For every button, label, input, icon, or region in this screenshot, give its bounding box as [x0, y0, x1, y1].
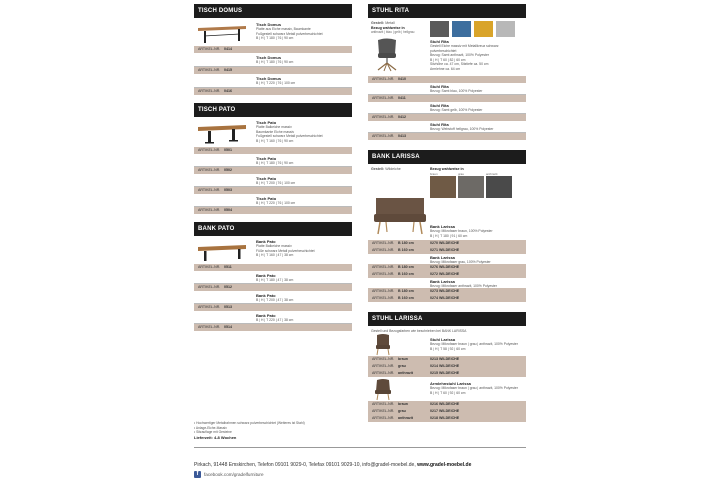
article-color: anthrazit	[398, 371, 413, 375]
footnotes	[194, 421, 352, 440]
product-desc: Platte Balkeiche massiv	[256, 125, 292, 129]
product-desc: Fußgestell schwarz Metall pulverbeschichtet	[256, 134, 323, 139]
chair-rita-image	[372, 38, 402, 77]
product-variant	[194, 154, 352, 167]
gestell-value: Wildeiche	[385, 167, 401, 171]
section-bank-pato	[194, 222, 352, 331]
footnote: • Sitzauflage mit Gesteine	[194, 430, 232, 435]
section-tisch-domus	[194, 4, 352, 95]
bezug-label: Bezug wahlweise in	[371, 26, 405, 30]
article-no-label: ARTIKEL-NR.	[372, 371, 395, 375]
article-no-label: ARTIKEL-NR.	[372, 115, 395, 119]
variant-name: Stuhl Rita	[430, 122, 449, 127]
section-stuhl-larissa	[368, 312, 526, 422]
fabric-swatch	[486, 176, 512, 198]
article-no-label: ARTIKEL-NR.	[198, 285, 221, 289]
article-row	[368, 133, 526, 140]
article-code: 0216 WILDEICHE	[430, 402, 460, 406]
footnote: • Hochwertiger Metallrahmen schwarz pulverbeschichtet (Weiteres ist Stahl)	[194, 421, 305, 425]
article-code: 0511	[224, 265, 232, 269]
chair-larissa-image	[374, 334, 394, 361]
product-variant	[194, 311, 352, 324]
product-name: Stuhl Larissa	[430, 337, 456, 342]
product-name: Tisch Pato	[256, 120, 277, 125]
article-code: 0276 WILDEICHE	[430, 265, 460, 269]
article-row	[368, 408, 526, 415]
section-title: STUHL LARISSA	[368, 312, 526, 326]
product-variant	[194, 174, 352, 187]
variant-dim: B | H | T 220 | 76 | 100 cm	[256, 201, 296, 205]
article-color: braun	[398, 402, 408, 406]
product-variant	[368, 102, 526, 114]
article-no-label: ARTIKEL-NR.	[372, 409, 395, 413]
article-no-label: ARTIKEL-NR.	[198, 148, 221, 152]
product-name: Bank Larissa	[430, 224, 455, 229]
footer-contact	[194, 462, 471, 468]
product-variant	[194, 271, 352, 284]
article-no-label: ARTIKEL-NR.	[372, 289, 395, 293]
product-block	[194, 18, 352, 46]
article-color: braun	[398, 357, 408, 361]
variant-name: Bank Pato	[256, 293, 276, 298]
article-color: anthrazit	[398, 416, 413, 420]
article-no-label: ARTIKEL-NR.	[372, 248, 395, 252]
article-no-label: ARTIKEL-NR.	[198, 89, 221, 93]
article-no-label: ARTIKEL-NR.	[198, 188, 221, 192]
variant-dim: B | H | T 200 | 47 | 38 cm	[256, 298, 294, 302]
product-desc: Füße schwarz Metall pulverbeschichtet	[256, 248, 315, 253]
variant-dim: Bezug: Mikrofaser grau, 100% Polyester	[430, 260, 491, 264]
article-color: grau	[398, 409, 406, 413]
article-no-label: ARTIKEL-NR.	[372, 364, 395, 368]
product-desc: pulverbeschichtet	[430, 48, 457, 53]
section-bank-larissa	[368, 150, 526, 302]
article-code: 0513	[224, 305, 232, 309]
footer-text: Pirkach, 91448 Emskirchen, Telefon 09101 9029-0, Telefax 09101 9029-10, info@gradel-moebel.de,	[194, 462, 416, 468]
article-code: 0218 WILDEICHE	[430, 416, 460, 420]
article-no-label: ARTIKEL-NR.	[198, 208, 221, 212]
product-variant	[194, 74, 352, 88]
article-code: 0504	[224, 208, 232, 212]
section-title: TISCH DOMUS	[194, 4, 352, 18]
product-name: Bank Pato	[256, 239, 276, 244]
footnote: • Anlage-Eiche-Massiv	[194, 425, 227, 430]
article-no-label: ARTIKEL-NR.	[198, 168, 221, 172]
product-variant	[368, 254, 526, 264]
article-code: 0272 WILDEICHE	[430, 272, 460, 276]
article-code: 0502	[224, 168, 232, 172]
product-desc: Bezug: Mikrofaser braun, 100% Polyester	[430, 229, 493, 233]
section-title: BANK LARISSA	[368, 150, 526, 164]
table-domus-image	[196, 24, 248, 49]
article-size: B 160 cm	[398, 296, 414, 300]
article-code: 0412	[398, 115, 406, 119]
article-code: 0512	[224, 285, 232, 289]
section-intro: Gestell und Bezugsfarben wie beschrieben bei BANK LARISSA	[371, 329, 467, 333]
variant-name: Tisch Domus	[256, 76, 282, 81]
facebook-link[interactable]	[194, 471, 264, 478]
article-row	[368, 76, 526, 83]
product-variant	[194, 194, 352, 207]
article-row	[368, 415, 526, 422]
fabric-swatch-item	[486, 172, 512, 198]
article-size: B 180 cm	[398, 241, 414, 245]
product-name: Tisch Domus	[256, 22, 282, 27]
fabric-swatch	[496, 21, 515, 37]
product-block	[368, 377, 526, 401]
section-tisch-pato	[194, 103, 352, 214]
fabric-swatch	[452, 21, 471, 37]
variant-name: Stuhl Rita	[430, 84, 449, 89]
product-name: Stuhl Rita	[430, 39, 449, 44]
variant-dim: Bezug: Samt blau, 100% Polyester	[430, 89, 483, 93]
article-size: B 160 cm	[398, 248, 414, 252]
product-desc: B | H | T 160 | 47 | 38 cm	[256, 253, 294, 258]
armchair-larissa-image	[374, 379, 394, 406]
article-no-label: ARTIKEL-NR.	[198, 305, 221, 309]
product-desc: B | H | T 160 | 76 | 90 cm	[256, 138, 294, 143]
product-block	[194, 117, 352, 147]
article-code: 0410	[398, 77, 406, 81]
variant-name: Tisch Domus	[256, 55, 282, 60]
article-row	[368, 247, 526, 254]
section-title: BANK PATO	[194, 222, 352, 236]
article-code: 0501	[224, 148, 232, 152]
product-desc: Bezug: Mikrofaser braun | grau | anthrazit, 100% Polyester	[430, 386, 518, 390]
article-code: 0413	[398, 134, 406, 138]
variant-dim: B | H | T 220 | 76 | 100 cm	[256, 81, 296, 85]
gestell-label: Gestell:	[371, 167, 385, 171]
product-variant	[368, 278, 526, 288]
product-block	[194, 236, 352, 264]
article-row	[368, 370, 526, 377]
article-no-label: ARTIKEL-NR.	[372, 241, 395, 245]
gestell-line	[371, 167, 401, 171]
article-no-label: ARTIKEL-NR.	[372, 96, 395, 100]
product-variant	[368, 83, 526, 95]
product-desc: Baumkante Eiche massiv	[256, 129, 295, 134]
product-variant	[194, 291, 352, 304]
article-row	[194, 88, 352, 95]
color-swatches	[430, 21, 515, 37]
article-color: grau	[398, 364, 406, 368]
article-no-label: ARTIKEL-NR.	[372, 134, 395, 138]
variant-name: Bank Larissa	[430, 279, 455, 284]
product-desc: Fußgestell schwarz Metall pulverbeschichtet	[256, 31, 323, 36]
product-desc: Platte aus Eiche massiv, Baumkante	[256, 27, 311, 31]
article-row	[368, 95, 526, 102]
variant-name: Bank Pato	[256, 273, 276, 278]
article-code: 0514	[224, 325, 232, 329]
bezug-label: Bezug wahlweise in	[430, 167, 464, 171]
fabric-swatch-item	[430, 172, 456, 198]
variant-name: Bank Larissa	[430, 255, 455, 260]
variant-name: Stuhl Rita	[430, 103, 449, 108]
product-desc: Gestell Eiche massiv mit Metallkreuz schwarz	[430, 44, 499, 48]
article-code: 0271 WILDEICHE	[430, 248, 460, 252]
variant-dim: Bezug: Samt gelb, 100% Polyester	[430, 108, 483, 112]
section-title: STUHL RITA	[368, 4, 526, 18]
article-row	[194, 187, 352, 194]
right-column	[368, 4, 526, 428]
article-code: 0213 WILDEICHE	[430, 357, 460, 361]
gestell-value: Metall	[385, 21, 395, 25]
variant-name: Tisch Pato	[256, 156, 277, 161]
variant-name: Bank Pato	[256, 313, 276, 318]
color-swatches	[430, 172, 512, 198]
article-row	[368, 288, 526, 295]
table-pato-image	[196, 122, 248, 149]
article-no-label: ARTIKEL-NR.	[372, 272, 395, 276]
article-code: 0273 WILDEICHE	[430, 289, 460, 293]
product-desc: Platte Balkeiche massiv	[256, 244, 292, 248]
product-desc: B | H | T 180 | 76 | 90 cm	[256, 36, 294, 41]
delivery-time: Lieferzeit: 4-8 Wochen	[194, 434, 237, 440]
variant-dim: B | H | T 200 | 76 | 100 cm	[256, 181, 296, 185]
gestell-line	[371, 21, 395, 25]
variant-name: Tisch Pato	[256, 176, 277, 181]
product-desc: B | H | T 60 | 92 | 60 cm	[430, 390, 466, 395]
section-title: TISCH PATO	[194, 103, 352, 117]
bench-pato-image	[196, 242, 248, 267]
article-code: 0217 WILDEICHE	[430, 409, 460, 413]
article-no-label: ARTIKEL-NR.	[372, 296, 395, 300]
article-code: 0415	[224, 68, 232, 72]
fabric-swatch	[430, 176, 456, 198]
article-row	[194, 304, 352, 311]
product-desc: Bezug: Samt anthrazit, 100% Polyester	[430, 53, 489, 58]
section-stuhl-rita	[368, 4, 526, 140]
article-code: 0270 WILDEICHE	[430, 241, 460, 245]
article-no-label: ARTIKEL-NR.	[372, 357, 395, 361]
swatch-label: braun	[430, 172, 438, 176]
swatch-label: grau	[458, 172, 465, 176]
article-row	[194, 324, 352, 331]
article-no-label: ARTIKEL-NR.	[372, 77, 395, 81]
article-row	[368, 295, 526, 302]
article-row	[194, 207, 352, 214]
fabric-swatch	[430, 21, 449, 37]
bench-larissa-image	[372, 196, 428, 241]
article-row	[368, 240, 526, 247]
article-row	[194, 167, 352, 174]
variant-name: Tisch Pato	[256, 196, 277, 201]
product-desc: B | H | T 58 | 92 | 60 cm	[430, 346, 466, 351]
variant-dim: Bezug: Webstoff hellgrau, 100% Polyester	[430, 127, 494, 131]
facebook-text: facebook.com/gradelfurniture	[204, 472, 264, 477]
fabric-swatch	[458, 176, 484, 198]
product-desc: Sitzhöhe ca. 47 cm, Sitztiefe ca. 50 cm	[430, 62, 489, 67]
bezug-colors: anthrazit | blau | gelb | hellgrau	[371, 30, 415, 34]
variant-dim: Bezug: Mikrofaser anthrazit, 100% Polyester	[430, 284, 497, 288]
article-row	[368, 271, 526, 278]
product-desc: B | H | T 180 | 91 | 60 cm	[430, 233, 468, 238]
article-size: B 180 cm	[398, 289, 414, 293]
article-no-label: ARTIKEL-NR.	[198, 325, 221, 329]
swatch-label: anthrazit	[486, 172, 498, 176]
article-no-label: ARTIKEL-NR.	[198, 47, 221, 51]
article-code: 0416	[224, 89, 232, 93]
product-block	[368, 18, 526, 76]
fabric-swatch-item	[458, 172, 484, 198]
gestell-label: Gestell:	[371, 21, 385, 25]
product-variant	[194, 53, 352, 67]
product-desc: Bezug: Mikrofaser braun | grau | anthrazit, 100% Polyester	[430, 342, 518, 346]
variant-dim: B | H | T 180 | 76 | 90 cm	[256, 60, 294, 64]
article-row	[194, 284, 352, 291]
article-row	[368, 264, 526, 271]
article-size: B 160 cm	[398, 272, 414, 276]
article-row	[368, 363, 526, 370]
article-no-label: ARTIKEL-NR.	[372, 402, 395, 406]
left-column	[194, 4, 352, 337]
variant-dim: B | H | T 180 | 76 | 90 cm	[256, 161, 294, 165]
product-block	[368, 164, 526, 240]
facebook-icon: f	[194, 471, 201, 478]
article-size: B 180 cm	[398, 265, 414, 269]
article-no-label: ARTIKEL-NR.	[372, 265, 395, 269]
article-row	[194, 67, 352, 74]
product-name: Armlehnstuhl Larissa	[430, 381, 471, 386]
product-desc: Armlehne ca. 64 cm	[430, 66, 461, 71]
variant-dim: B | H | T 220 | 47 | 38 cm	[256, 318, 294, 322]
fabric-swatch	[474, 21, 493, 37]
website-link[interactable]: www.gradel-moebel.de	[417, 462, 472, 468]
article-code: 0414	[224, 47, 232, 51]
article-no-label: ARTIKEL-NR.	[198, 68, 221, 72]
divider	[194, 447, 526, 448]
article-code: 0274 WILDEICHE	[430, 296, 460, 300]
article-code: 0503	[224, 188, 232, 192]
product-block	[368, 334, 526, 356]
article-code: 0215 WILDEICHE	[430, 371, 460, 375]
article-no-label: ARTIKEL-NR.	[372, 416, 395, 420]
product-variant	[368, 121, 526, 133]
article-row	[368, 114, 526, 121]
article-code: 0411	[398, 96, 406, 100]
article-no-label: ARTIKEL-NR.	[198, 265, 221, 269]
variant-dim: B | H | T 180 | 47 | 38 cm	[256, 278, 294, 282]
product-desc: B | H | T 60 | 82 | 60 cm	[430, 57, 466, 62]
article-code: 0214 WILDEICHE	[430, 364, 460, 368]
